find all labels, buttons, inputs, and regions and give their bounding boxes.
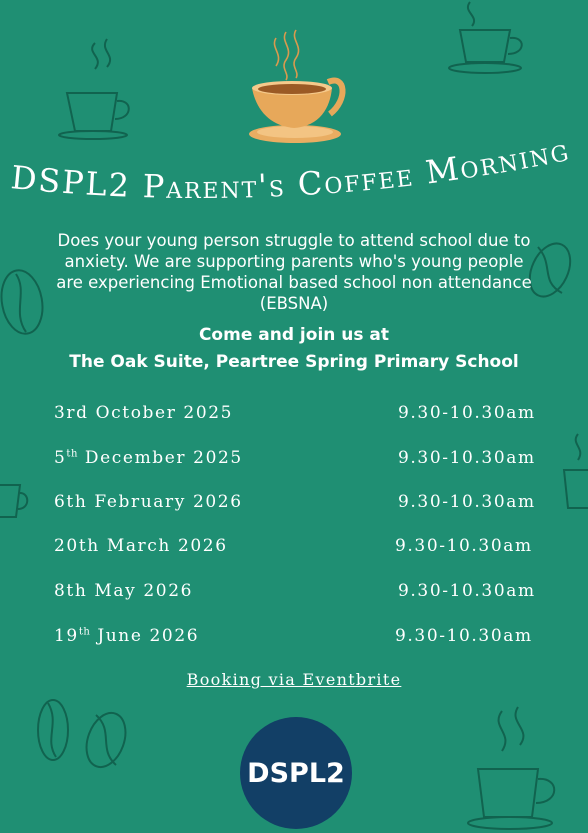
- schedule-time: 9.30-10.30am: [398, 403, 536, 423]
- schedule-date: 6th February 2026: [54, 492, 243, 512]
- intro-line: are experiencing Emotional based school non attendance: [56, 273, 532, 292]
- schedule-date: 8th May 2026: [54, 581, 194, 601]
- intro-line: anxiety. We are supporting parents who's young people: [64, 252, 524, 271]
- dspl2-logo: [240, 717, 352, 829]
- schedule-row: [0, 581, 588, 607]
- coffee-cup-doodle-icon: [440, 0, 530, 80]
- schedule-time: 9.30-10.30am: [395, 626, 533, 646]
- schedule-time: 9.30-10.30am: [398, 448, 536, 468]
- schedule-row: [0, 492, 588, 518]
- schedule-row: [0, 403, 588, 429]
- intro-line: Does your young person struggle to attend school due to: [57, 231, 531, 250]
- schedule-date: 19th June 2026: [54, 626, 200, 646]
- invite-line: Come and join us at: [198, 325, 390, 345]
- coffee-cup-doodle-icon: [55, 35, 140, 140]
- schedule-time: 9.30-10.30am: [395, 536, 533, 556]
- coffee-cup-doodle-icon: [462, 705, 572, 833]
- schedule-date: 3rd October 2025: [54, 403, 234, 423]
- schedule-time: 9.30-10.30am: [398, 581, 536, 601]
- page-title: [0, 138, 588, 218]
- schedule-date: 5th December 2025: [54, 448, 243, 468]
- logo-text: DSPL2: [247, 757, 345, 789]
- intro-line: (EBSNA): [259, 294, 329, 313]
- schedule-date: 20th March 2026: [54, 536, 228, 556]
- booking-link[interactable]: Booking via Eventbrite: [186, 670, 402, 689]
- schedule-row: [0, 448, 588, 474]
- venue-line: The Oak Suite, Peartree Spring Primary School: [69, 352, 519, 372]
- schedule-time: 9.30-10.30am: [398, 492, 536, 512]
- invite-text: [0, 322, 588, 376]
- coffee-bean-doodle-icon: [28, 695, 138, 775]
- svg-text:DSPL2 Parent's Coffee Morning: DSPL2 Parent's Coffee Morning: [9, 138, 574, 207]
- schedule-row: [0, 536, 588, 562]
- intro-text: [40, 230, 548, 314]
- coffee-cup-icon: [240, 28, 350, 146]
- schedule-row: [0, 626, 588, 652]
